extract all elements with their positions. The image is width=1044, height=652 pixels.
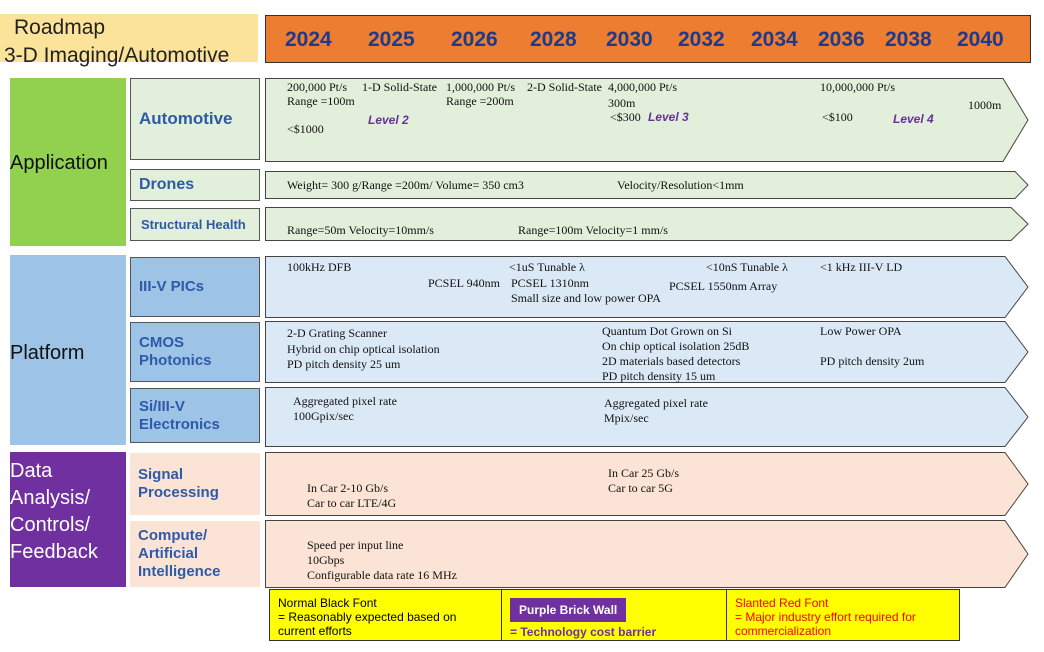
auto-text: <$300 bbox=[610, 110, 641, 124]
legend-normal bbox=[269, 589, 502, 641]
cmos-text: Hybrid on chip optical isolation bbox=[287, 342, 440, 356]
cmos-text: Low Power OPA bbox=[820, 324, 902, 338]
title-line-2: 3-D Imaging/Automotive bbox=[4, 44, 230, 67]
pics-text: <1 kHz III-V LD bbox=[820, 260, 903, 274]
platform-category-label: Platform bbox=[10, 342, 85, 364]
sub-structural-health: Structural Health bbox=[130, 208, 260, 241]
legend-purple bbox=[501, 589, 727, 641]
year-label: 2032 bbox=[678, 28, 725, 51]
cmos-text: On chip optical isolation 25dB bbox=[602, 339, 750, 353]
electronics-text: Aggregated pixel rate bbox=[293, 394, 397, 408]
auto-text: 1,000,000 Pt/s bbox=[446, 80, 516, 94]
pics-arrow bbox=[265, 256, 1030, 318]
pics-text: <1uS Tunable λ bbox=[509, 260, 585, 274]
pics-text: Small size and low power OPA bbox=[511, 291, 661, 305]
signal-text: Car to car LTE/4G bbox=[307, 496, 397, 510]
title-line-1: Roadmap bbox=[14, 16, 106, 39]
year-label: 2024 bbox=[285, 28, 332, 51]
auto-text: 1-D Solid-State bbox=[362, 80, 437, 94]
level-label: Level 3 bbox=[648, 110, 689, 124]
year-label: 2026 bbox=[451, 28, 498, 51]
pics-text: 100kHz DFB bbox=[287, 260, 352, 274]
year-label: 2040 bbox=[957, 28, 1004, 51]
auto-text: 1000m bbox=[968, 98, 1002, 112]
auto-text: 4,000,000 Pt/s bbox=[608, 80, 678, 94]
auto-text: Range =200m bbox=[446, 94, 514, 108]
sub-signal-processing: Signal Processing bbox=[130, 453, 260, 515]
year-label: 2025 bbox=[368, 28, 415, 51]
legend-normal-title: Normal Black Font bbox=[278, 596, 377, 610]
structural-text: Range=100m Velocity=1 mm/s bbox=[518, 223, 668, 237]
signal-text: In Car 25 Gb/s bbox=[608, 466, 679, 480]
auto-text: 300m bbox=[608, 96, 636, 110]
legend-purple-desc: = Technology cost barrier bbox=[510, 625, 657, 639]
data-category-label: Data Analysis/ Controls/ Feedback bbox=[10, 460, 98, 563]
cmos-text: 2D materials based detectors bbox=[602, 354, 741, 368]
year-label: 2030 bbox=[606, 28, 653, 51]
legend-normal-desc: = Reasonably expected based on current efforts bbox=[278, 610, 457, 638]
auto-text: 10,000,000 Pt/s bbox=[820, 80, 896, 94]
application-category-label: Application bbox=[10, 152, 108, 174]
pics-text: <10nS Tunable λ bbox=[706, 260, 788, 274]
auto-text: Range =100m bbox=[287, 94, 355, 108]
sub-cmos-photonics: CMOS Photonics bbox=[130, 322, 260, 382]
compute-text: Configurable data rate 16 MHz bbox=[307, 568, 457, 582]
pics-text: PCSEL 1550nm Array bbox=[669, 279, 778, 293]
level-label: Level 2 bbox=[368, 113, 409, 127]
auto-text: 2-D Solid-State bbox=[527, 80, 602, 94]
cmos-text: PD pitch density 2um bbox=[820, 354, 925, 368]
electronics-text: Mpix/sec bbox=[604, 411, 649, 425]
drones-text: Weight= 300 g/Range =200m/ Volume= 350 cm3 bbox=[287, 178, 524, 192]
compute-text: 10Gbps bbox=[307, 553, 345, 567]
cmos-text: 2-D Grating Scanner bbox=[287, 326, 387, 340]
sub-automotive: Automotive bbox=[130, 78, 260, 160]
auto-text: <$100 bbox=[822, 110, 853, 124]
year-label: 2028 bbox=[530, 28, 577, 51]
legend-red-title: Slanted Red Font bbox=[735, 596, 829, 610]
pics-text: PCSEL 940nm bbox=[428, 276, 500, 290]
auto-text: <$1000 bbox=[287, 122, 324, 136]
signal-text: Car to car 5G bbox=[608, 481, 673, 495]
cmos-text: PD pitch density 15 um bbox=[602, 369, 716, 383]
cmos-text: PD pitch density 25 um bbox=[287, 357, 401, 371]
cmos-text: Quantum Dot Grown on Si bbox=[602, 324, 732, 338]
electronics-text: Aggregated pixel rate bbox=[604, 396, 708, 410]
year-label: 2036 bbox=[818, 28, 865, 51]
sub-compute-ai: Compute/ Artificial Intelligence bbox=[130, 521, 260, 587]
signal-text: In Car 2-10 Gb/s bbox=[307, 481, 388, 495]
legend-red bbox=[726, 589, 960, 641]
level-label: Level 4 bbox=[893, 112, 934, 126]
pics-text: PCSEL 1310nm bbox=[511, 276, 589, 290]
purple-brick-swatch: Purple Brick Wall bbox=[510, 598, 626, 622]
sub-si-iii-v-electronics: Si/III-V Electronics bbox=[130, 388, 260, 443]
structural-text: Range=50m Velocity=10mm/s bbox=[287, 223, 434, 237]
year-label: 2034 bbox=[751, 28, 798, 51]
compute-text: Speed per input line bbox=[307, 538, 404, 552]
drones-text: Velocity/Resolution<1mm bbox=[617, 178, 744, 192]
year-label: 2038 bbox=[885, 28, 932, 51]
legend-red-desc: = Major industry effort required for commercialization bbox=[735, 610, 916, 638]
electronics-text: 100Gpix/sec bbox=[293, 409, 354, 423]
auto-text: 200,000 Pt/s bbox=[287, 80, 348, 94]
sub-drones: Drones bbox=[130, 169, 260, 201]
sub-iii-v-pics: III-V PICs bbox=[130, 257, 260, 317]
